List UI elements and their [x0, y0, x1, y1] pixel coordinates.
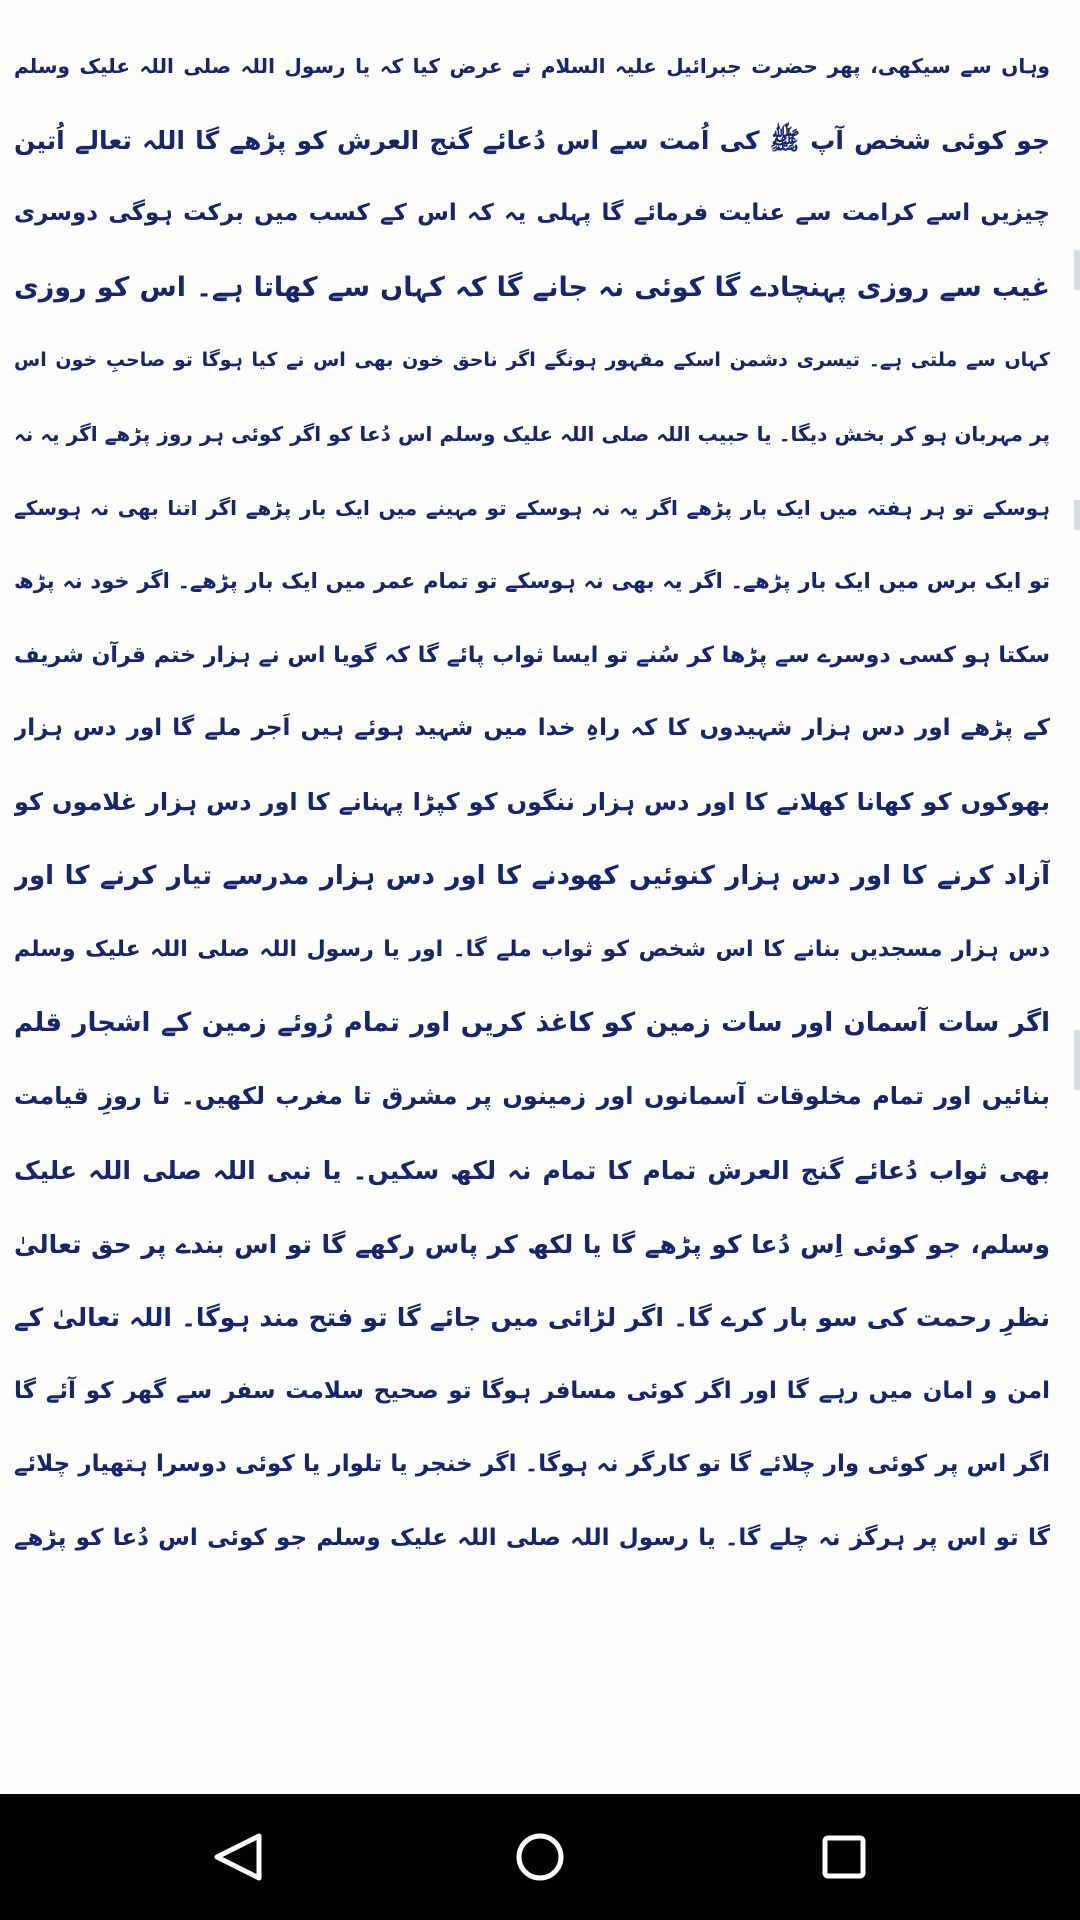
text-line: امن و امان میں رہے گا اور اگر کوئی مسافر ہوگا تو صحیح سلامت سفر سے گھر کو آئے گا: [14, 1377, 1050, 1404]
page-edge-mark: [1074, 250, 1080, 290]
text-line: پر مہربان ہو کر بخش دیگا۔ یا حبیب اللہ صلی اللہ علیک وسلم اس دُعا کو اگر کوئی ہر روز پڑھے اگر یہ نہ: [14, 421, 1050, 446]
home-button[interactable]: [490, 1807, 590, 1907]
system-navigation-bar: [0, 1794, 1080, 1920]
text-line: بھی ثواب دُعائے گنج العرش تمام کا تمام نہ لکھ سکیں۔ یا نبی اللہ صلی اللہ علیک: [14, 1155, 1050, 1185]
back-triangle-icon: [187, 1807, 287, 1907]
text-line: وسلم، جو کوئی اِس دُعا کو پڑھے گا یا لکھ کر پاس رکھے گا تو اس بندے پر حق تعالیٰ: [14, 1229, 1050, 1259]
text-line: گا تو اس پر ہرگز نہ چلے گا۔ یا رسول اللہ صلی اللہ علیک وسلم جو کوئی اس دُعا کو پڑھے: [14, 1524, 1050, 1551]
text-line: اگر اس پر کوئی وار چلائے گا تو کارگر نہ ہوگا۔ اگر خنجر یا تلوار یا کوئی دوسرا ہتھیار چلائے: [14, 1451, 1050, 1478]
text-line: نظرِ رحمت کی سو بار کرے گا۔ اگر لڑائی میں جائے گا تو فتح مند ہوگا۔ اللہ تعالیٰ کے: [14, 1303, 1050, 1333]
page-edge-mark: [1074, 1030, 1080, 1090]
text-line: بھوکوں کو کھانا کھلانے کا اور دس ہزار ننگوں کو کپڑا پہنانے کا اور دس ہزار غلاموں کو: [14, 787, 1050, 816]
text-line: تو ایک برس میں ایک بار پڑھے۔ اگر یہ بھی نہ ہوسکے تو تمام عمر میں ایک بار پڑھے۔ اگر خود نہ پڑھ: [14, 569, 1050, 594]
text-line: دس ہزار مسجدیں بنانے کا اس شخص کو ثواب ملے گا۔ اور یا رسول اللہ صلی اللہ علیک وسلم: [14, 937, 1050, 963]
text-line: سکتا ہو کسی دوسرے سے پڑھا کر سُنے تو ایسا ثواب پائے گا کہ گویا اس نے ہزار ختم قرآن شریف: [14, 642, 1050, 668]
text-line: اگر سات آسمان اور سات زمین کو کاغذ کریں اور تمام رُوئے زمین کے اشجار قلم: [14, 1007, 1050, 1038]
back-button[interactable]: [187, 1807, 287, 1907]
text-line: وہاں سے سیکھی، پھر حضرت جبرائیل علیہ السلام نے عرض کیا کہ یا رسول اللہ صلی اللہ علیک وسلم: [14, 54, 1050, 78]
text-line: جو کوئی شخص آپ ﷺ کی اُمت سے اس دُعائے گنج العرش کو پڑھے گا اللہ تعالے اُتین: [14, 125, 1050, 155]
text-line: غیب سے روزی پہنچادے گا کوئی نہ جانے گا کہ کہاں سے کھاتا ہے۔ اس کو روزی: [14, 271, 1050, 303]
home-circle-icon: [490, 1807, 590, 1907]
text-line: چیزیں اسے کرامت سے عنایت فرمائے گا پہلی یہ کہ اس کے کسب میں برکت ہوگی دوسری: [14, 200, 1050, 227]
text-line: ہوسکے تو ہر ہفتہ میں ایک بار پڑھے اگر یہ نہ ہوسکے تو مہینے میں ایک بار پڑھے اگر اتنا بھی نہ ہوسکے: [14, 495, 1050, 520]
page-edge-mark: [1074, 500, 1080, 530]
text-line: بنائیں اور تمام مخلوقات آسمانوں اور زمینوں پر مشرق تا مغرب لکھیں۔ تا روزِ قیامت: [14, 1082, 1050, 1111]
urdu-text-body: [14, 30, 1050, 1575]
text-line: کہاں سے ملتی ہے۔ تیسری دشمن اسکے مقہور ہونگے اگر ناحق خون بھی اس نے کیا ہوگا تو صاحبِ خون اس: [14, 349, 1050, 372]
text-line: کے پڑھے اور دس ہزار شہیدوں کا کہ راہِ خدا میں شہید ہوئے ہیں اَجر ملے گا اور دس ہزار: [14, 715, 1050, 742]
text-line: آزاد کرنے کا اور دس ہزار کنوئیں کھودنے کا اور دس ہزار مدرسے تیار کرنے کا اور: [14, 860, 1050, 891]
recents-square-icon: [794, 1807, 894, 1907]
recents-button[interactable]: [794, 1807, 894, 1907]
